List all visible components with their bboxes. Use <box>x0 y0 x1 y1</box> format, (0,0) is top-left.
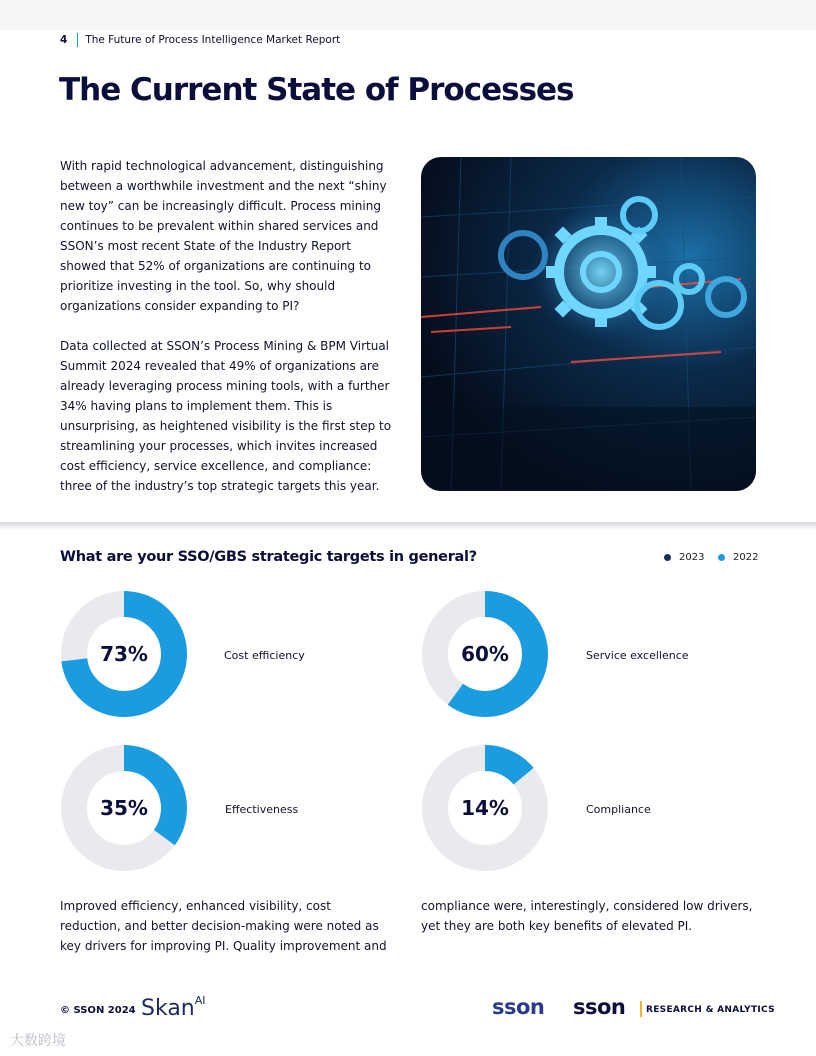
donut-service-excellence <box>421 590 549 718</box>
donut-cost-efficiency <box>60 590 188 718</box>
legend-swatch-2023 <box>664 554 671 561</box>
legend-item-2023 <box>664 552 704 563</box>
chart-title: What are your SSO/GBS strategic targets in general? <box>60 549 477 565</box>
donut-value: 60% <box>461 642 509 666</box>
donut-value: 73% <box>100 642 148 666</box>
data-paragraph: Data collected at SSON’s Process Mining & BPM Virtual Summit 2024 revealed that 49% of organizations are already leveraging process mining tools, with a further 34% having plans to implement them. This is unsurprising, as heightened visibility is the first step to streamlining your processes, which invites increased cost efficiency, service excellence, and compliance: three of the industry’s top strategic targets this year. <box>60 339 392 493</box>
donut-value: 35% <box>100 796 148 820</box>
intro-paragraph: With rapid technological advancement, distinguishing between a worthwhile investment and the next “shiny new toy” can be increasingly difficult. Process mining continues to be prevalent within shared services and SSON’s most recent State of the Industry Report showed that 52% of organizations are continuing to prioritize investing in the tool. So, why should organizations consider expanding to PI? <box>60 159 387 313</box>
donut-compliance <box>421 744 549 872</box>
donut-label: Effectiveness <box>225 803 299 816</box>
donut-label: Compliance <box>586 803 651 816</box>
gears-tech-illustration-icon <box>421 157 756 491</box>
logo-divider <box>640 1001 642 1017</box>
skan-logo <box>141 996 206 1021</box>
donut-value: 14% <box>461 796 509 820</box>
copyright: © SSON 2024 <box>60 1005 136 1016</box>
skan-logo-text: Skan <box>141 996 195 1021</box>
page-header <box>60 33 340 47</box>
hero-image <box>421 157 756 491</box>
section-divider-shadow <box>0 522 816 530</box>
closing-paragraph-right: compliance were, interestingly, considered low drivers, yet they are both key benefits of elevated PI. <box>421 899 753 933</box>
donut-effectiveness <box>60 744 188 872</box>
legend-item-2022 <box>718 552 758 563</box>
watermark: 大数跨境 <box>10 1033 66 1049</box>
legend-label-2022: 2022 <box>733 552 759 563</box>
page-title: The Current State of Processes <box>59 72 574 108</box>
closing-paragraph-left: Improved efficiency, enhanced visibility, cost reduction, and better decision-making were noted as key drivers for improving PI. Quality improvement and <box>60 899 387 953</box>
skan-logo-sup: AI <box>194 994 206 1007</box>
donut-label: Service excellence <box>586 649 689 662</box>
legend-swatch-2022 <box>718 554 725 561</box>
research-analytics-label: RESEARCH & ANALYTICS <box>646 1005 775 1015</box>
sson-logo: sson <box>492 995 545 1019</box>
page-number: 4 <box>60 34 68 46</box>
top-band <box>0 0 816 30</box>
report-title: The Future of Process Intelligence Market Report <box>85 34 341 46</box>
donut-label: Cost efficiency <box>224 649 305 662</box>
sson-research-logo: sson <box>573 995 626 1019</box>
legend-label-2023: 2023 <box>679 552 705 563</box>
header-divider <box>77 33 78 47</box>
